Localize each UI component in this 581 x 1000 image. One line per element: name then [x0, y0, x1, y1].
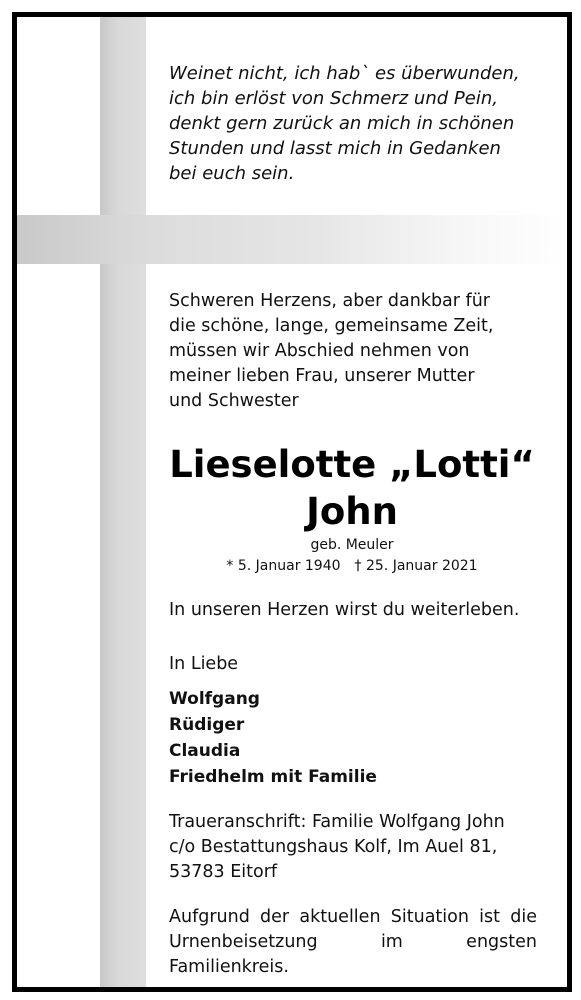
poem-line: Stunden und lasst mich in Gedanken [169, 138, 501, 159]
intro-text [169, 289, 539, 414]
death-date: † 25. Januar 2021 [354, 558, 478, 574]
obituary-content [17, 17, 567, 987]
poem-line: denkt gern zurück an mich in schönen [169, 113, 515, 134]
intro-line: meiner lieben Frau, unserer Mutter [169, 366, 475, 386]
intro-line: Schweren Herzens, aber dankbar für [169, 291, 490, 311]
poem-line: Weinet nicht, ich hab` es überwunden, [169, 63, 520, 84]
mourner-name: Rüdiger [169, 715, 245, 735]
deceased-name [157, 441, 547, 535]
closing-phrase: In Liebe [169, 654, 239, 674]
mourning-address [169, 810, 549, 885]
notice-line: Aufgrund der aktuellen Situation ist die [169, 907, 537, 927]
obituary-frame [12, 12, 572, 992]
intro-line: und Schwester [169, 391, 299, 411]
motto: In unseren Herzen wirst du weiterleben. [169, 600, 520, 620]
poem-line: bei euch sein. [169, 163, 295, 184]
mourner-name: Claudia [169, 741, 241, 761]
maiden-name: geb. Meuler [310, 537, 394, 553]
birth-date: * 5. Januar 1940 [226, 558, 341, 574]
deceased-name-line1: Lieselotte „Lotti“ [169, 443, 535, 486]
mourner-name: Wolfgang [169, 689, 260, 709]
notice-line: Urnenbeisetzung im engsten Familienkreis. [169, 932, 537, 977]
address-line: 53783 Eitorf [169, 862, 278, 882]
poem-line: ich bin erlöst von Schmerz und Pein, [169, 88, 498, 109]
address-line: c/o Bestattungshaus Kolf, Im Auel 81, [169, 837, 498, 857]
address-line: Traueranschrift: Familie Wolfgang John [169, 812, 505, 832]
life-dates [157, 556, 547, 576]
mourner-name: Friedhelm mit Familie [169, 767, 377, 787]
mourners-list [169, 686, 377, 790]
poem [169, 61, 539, 186]
intro-line: die schöne, lange, gemeinsame Zeit, [169, 316, 494, 336]
intro-line: müssen wir Abschied nehmen von [169, 341, 470, 361]
deceased-name-line2: John [306, 490, 398, 533]
burial-notice [169, 905, 537, 980]
